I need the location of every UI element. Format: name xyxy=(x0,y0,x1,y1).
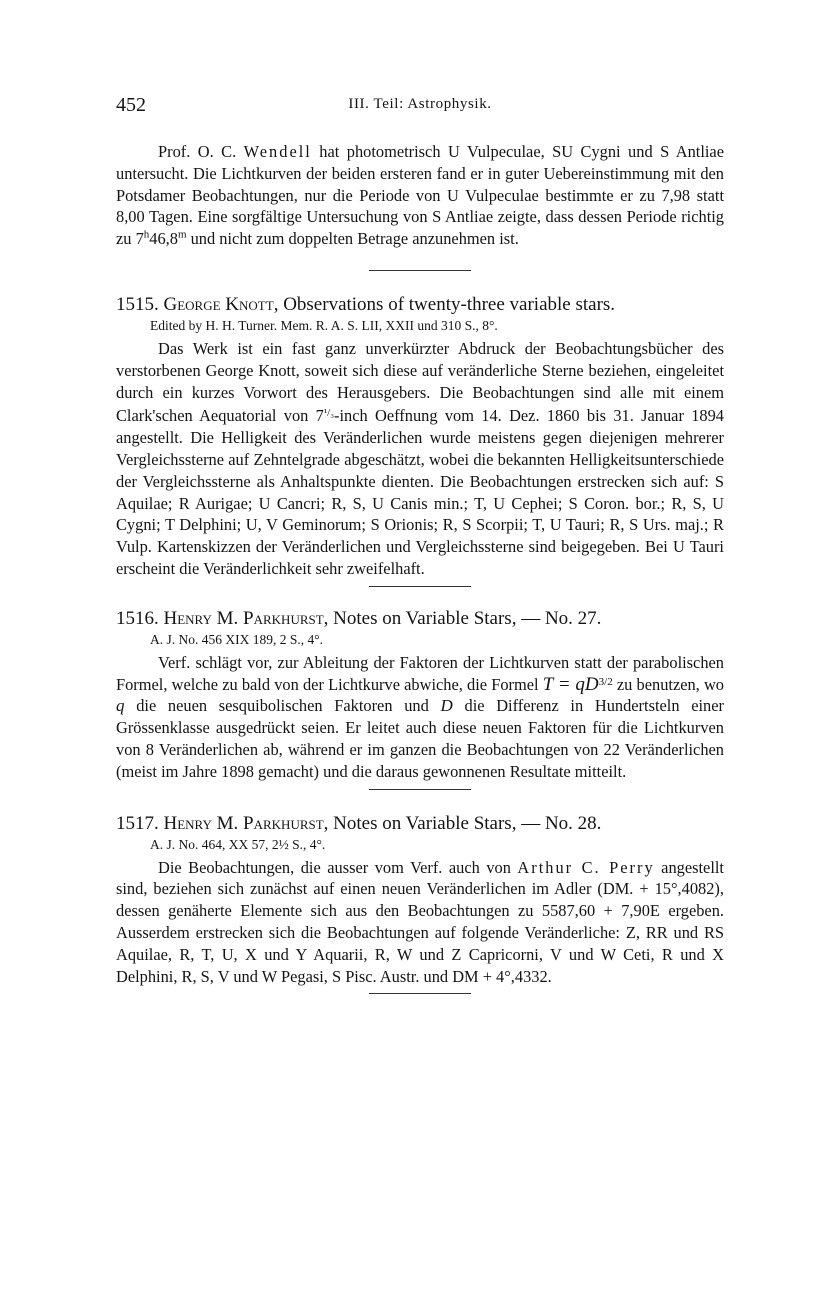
entry-citation: A. J. No. 456 XIX 189, 2 S., 4°. xyxy=(150,631,324,647)
section-divider xyxy=(369,586,471,587)
entry-title xyxy=(116,607,724,631)
entry-1517 xyxy=(116,812,724,988)
text-column xyxy=(116,141,724,994)
body-text-cont: zu benutzen, wo xyxy=(612,674,724,694)
entry-author: Henry M. Parkhurst xyxy=(163,812,324,834)
entry-number: 1515. xyxy=(116,293,164,315)
entry-author: Henry M. Parkhurst xyxy=(163,607,324,629)
entry-title xyxy=(116,812,724,836)
entry-title-text: , Notes on Variable Stars, — No. 27. xyxy=(323,607,602,629)
entry-1516 xyxy=(116,607,724,783)
body-text-cont: -inch Oeffnung vom 14. Dez. 1860 bis 31. Januar 1894 angestellt. Die Helligkeit des Veränderlichen wurde meistens gegen diejenigen mehrerer Vergleichssterne auf Zehntelgrade abgeschätzt, wobei die bekannten Helligkeitsunterschiede der Vergleichssterne als Anhaltspunkte dienten. Die Beobachtungen erstrecken sich auf: S Aquilae; R Aurigae; U Cancri; R, S, U Canis min.; T, U Cephei; S Coron. bor.; R, S, U Cygni; T Delphini; U, V Geminorum; S Orionis; R, S Scorpii; T, U Tauri; R, S Urs. maj.; R Vulp. Kartenskizzen der Veränderlichen und Vergleichssterne sind beigegeben. Bei U Tauri erscheint die Veränderlichkeit sehr zweifelhaft. xyxy=(116,406,725,578)
entry-title-text: , Notes on Variable Stars, — No. 28. xyxy=(323,812,602,834)
entry-title xyxy=(116,293,724,317)
entry-citation: Edited by H. H. Turner. Mem. R. A. S. LII, XXII und 310 S., 8°. xyxy=(150,317,498,333)
fraction: ¹/₃ xyxy=(323,407,335,420)
hour-superscript: h xyxy=(143,228,150,241)
body-text-cont: angestellt sind, beziehen sich zunächst auf einen neuen Veränderlichen im Adler (DM. + 15°,4082), dessen genäherte Elemente sich aus den Beobachtungen zu 5587,60 + 7,90E ergeben. Ausserdem erstrecken sich die Beobachtungen auf folgende Veränderliche: Z, RR und RS Aquilae, R, T, U, X und Y Aquarii, R, W und Z Capricorni, V und W Ceti, R und X Delphini, R, S, V und W Pegasi, S Pisc. Austr. und DM + 4°,4332. xyxy=(116,857,724,986)
section-divider xyxy=(369,270,471,271)
intro-text: hat photometrisch U Vulpeculae, SU Cygni und S Antliae untersucht. Die Lichtkurven der beiden ersteren fand er in guter Uebereinstimmung mit den Potsdamer Beobachtungen, nur die Periode von U Vulpeculae bestimmte er zu 7,98 statt 8,00 Tagen. Eine sorgfältige Untersuchung von S Antliae zeigte, dass dessen Periode richtig zu 7 xyxy=(116,142,724,249)
symbol-d: D xyxy=(440,696,453,716)
section-divider xyxy=(369,993,471,994)
body-text: Verf. schlägt vor, zur Ableitung der Faktoren der Lichtkurven statt der parabolischen Formel, welche zu bald von der Lichtkurve abwiche, die Formel xyxy=(116,652,724,694)
page-number: 452 xyxy=(116,94,146,116)
symbol-q: q xyxy=(116,696,125,716)
intro-text-period: 46,8 xyxy=(149,229,178,249)
body-text-cont: die neuen sesquibolischen Faktoren und xyxy=(124,696,441,716)
running-title: III. Teil: Astrophysik. xyxy=(348,96,492,112)
entry-citation: A. J. No. 464, XX 57, 2½ S., 4°. xyxy=(150,836,326,852)
intro-pre: Prof. O. C. xyxy=(158,142,244,161)
entry-title-text: , Observations of twenty-three variable stars. xyxy=(273,293,616,315)
page-header xyxy=(116,94,724,120)
intro-paragraph xyxy=(116,141,724,250)
entry-number: 1516. xyxy=(116,607,164,629)
formula: T = qD xyxy=(542,673,599,695)
observer-name: Arthur C. Perry xyxy=(517,857,655,877)
author-name: Wendell xyxy=(243,142,312,161)
entry-body xyxy=(116,857,724,988)
entry-number: 1517. xyxy=(116,812,164,834)
entry-author: George Knott xyxy=(163,293,274,315)
intro-text-end: und nicht zum doppelten Betrage anzunehmen ist. xyxy=(186,229,519,249)
formula-exponent: 3/2 xyxy=(598,675,613,688)
body-text: Das Werk ist ein fast ganz unverkürzter Abdruck der Beobachtungsbücher des verstorbenen George Knott, soweit sich diese auf veränderliche Sterne beziehen, eingeleitet durch ein kurzes Vorwort des Herausgebers. Die Beobachtungen sind alle mit einem Clark'schen Aequatorial von 7 xyxy=(116,338,724,426)
entry-body xyxy=(116,652,724,783)
minute-superscript: m xyxy=(177,228,187,241)
entry-body xyxy=(116,338,724,580)
entry-1515 xyxy=(116,293,724,580)
body-text-cont: die Differenz in Hundertsteln einer Grössenklasse ausgedrückt seien. Er leitet auch diese neuen Faktoren für die Lichtkurven von 8 Veränderlichen ab, während er im ganzen die Beobachtungen von 22 Veränderlichen (meist im Jahre 1898 gemacht) und die daraus gewonnenen Resultate mitteilt. xyxy=(116,696,724,781)
section-divider xyxy=(369,789,471,790)
body-text: Die Beobachtungen, die ausser vom Verf. auch von xyxy=(158,857,518,877)
